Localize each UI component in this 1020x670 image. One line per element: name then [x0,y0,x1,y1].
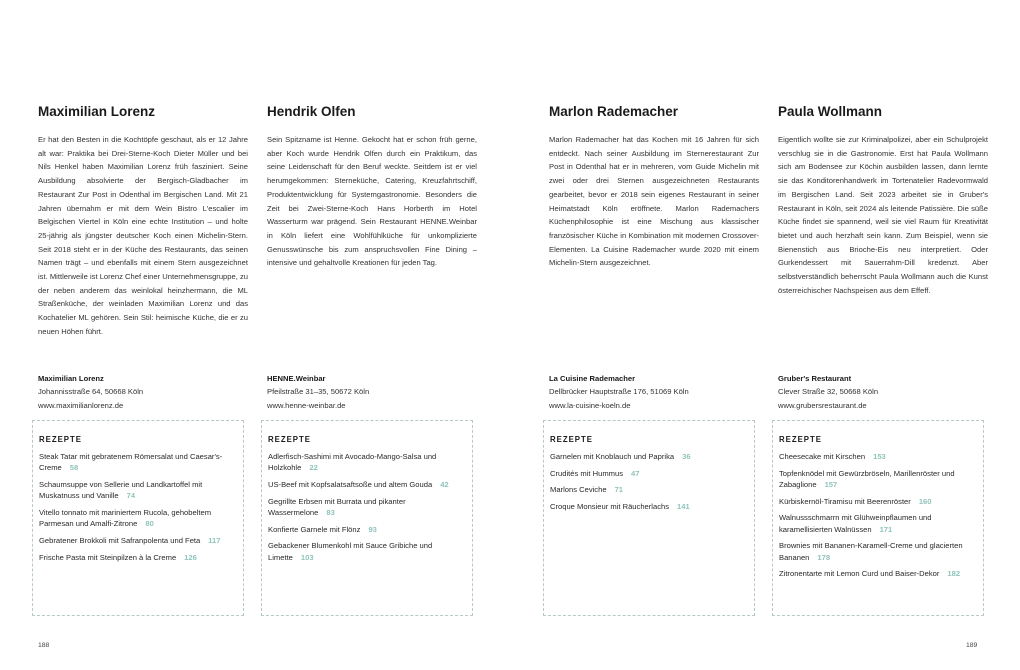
recipe-item[interactable] [779,540,977,563]
restaurant-street: Clever Straße 32, 50668 Köln [778,387,879,397]
restaurant-name: La Cuisine Rademacher [549,374,636,383]
recipe-item[interactable] [550,451,748,462]
recipes-box [32,420,244,616]
recipe-page-number: 171 [879,524,893,534]
recipe-page-number: 71 [614,485,624,495]
restaurant-address [267,372,477,412]
recipe-page-number: 160 [918,496,932,506]
recipe-page-number: 36 [682,452,691,461]
chef-name: Paula Wollmann [778,104,883,119]
recipe-item[interactable] [268,451,466,474]
chef-column [778,104,988,579]
recipe-page-number: 83 [326,508,335,517]
restaurant-website[interactable]: www.la-cuisine-koeln.de [549,400,631,410]
recipe-item[interactable] [779,468,977,491]
recipe-page-number: 93 [368,524,377,534]
restaurant-street: Pfeilstraße 31–35, 50672 Köln [267,387,370,397]
recipe-title: Kürbiskernöl-Tiramisu mit Beerenröster [779,496,911,506]
chef-name: Marlon Rademacher [549,104,679,119]
restaurant-street: Dellbrücker Hauptstraße 176, 51069 Köln [549,387,689,397]
recipe-item[interactable] [39,535,237,546]
recipe-page-number: 80 [145,519,154,529]
recipe-item[interactable] [39,507,237,530]
restaurant-website[interactable]: www.henne-weinbar.de [267,400,346,410]
recipe-title: Croque Monsieur mit Räucherlachs [550,501,670,511]
recipe-page-number: 47 [631,468,640,478]
recipe-item[interactable] [268,540,466,563]
recipe-title: Frische Pasta mit Steinpilzen à la Creme [39,552,177,562]
recipes-heading: REZEPTE [550,435,593,444]
recipe-title: Gebratener Brokkoli mit Safranpolenta und Feta [39,536,201,545]
restaurant-address [38,372,248,412]
restaurant-address [778,372,988,412]
recipe-page-number: 58 [69,463,79,473]
recipes-heading: REZEPTE [268,435,311,444]
recipes-heading: REZEPTE [779,435,822,444]
recipe-title: US-Beef mit Kopfsalatsaftsoße und altem Gouda [268,480,433,489]
page-number-right: 189 [966,642,978,649]
recipe-list [39,451,237,563]
recipe-page-number: 22 [309,463,318,473]
recipes-box [543,420,755,616]
recipe-title: Marlons Ceviche [550,485,607,495]
recipe-page-number: 182 [947,569,961,579]
recipe-title: Gebackener Blumenkohl mit Sauce Gribiche und Limette [268,541,433,562]
recipe-item[interactable] [550,484,748,495]
restaurant-name: Maximilian Lorenz [38,374,104,383]
recipe-list [779,451,977,580]
recipe-title: Schaumsuppe von Sellerie und Landkartoffel mit Muskatnuss und Vanille [39,480,203,501]
recipe-page-number: 126 [184,552,197,562]
recipe-page-number: 42 [440,480,449,489]
recipe-page-number: 74 [126,491,136,501]
chef-name: Maximilian Lorenz [38,104,156,119]
chef-column [267,104,477,562]
recipe-title: Topfenknödel mit Gewürzbröseln, Marillenröster und Zabaglione [779,468,955,489]
chef-name: Hendrik Olfen [267,104,356,119]
recipe-title: Brownies mit Bananen-Karamell-Creme und glacierten Bananen [779,541,963,562]
restaurant-website[interactable]: www.maximilianlorenz.de [38,400,124,410]
recipe-page-number: 117 [208,536,221,545]
recipe-item[interactable] [268,479,466,490]
page-number-left: 188 [38,642,50,649]
chef-bio: Marlon Rademacher hat das Kochen mit 16 Jahren für sich entdeckt. Nach seiner Ausbildung im Sternerestaurant Zur Post in Odenthal hat er in mehreren, vom Guide Michelin mit zwei oder drei Sternen ausgezeichneten Restaurants gearbeitet, bevor er 2018 sein eigenes Restaurant in seiner Heimatstadt Köln eröffnete. Marlon Rademachers Küchenphilosophie ist eine Mischung aus klassischer französischer Küche in Kombination mit modernen Crossover-Elementen. La Cuisine Rademacher wurde 2020 mit einem Michelin-Stern ausgezeichnet. [549,135,759,268]
recipe-item[interactable] [39,479,237,502]
recipe-title: Garnelen mit Knoblauch und Paprika [550,452,675,461]
recipe-page-number: 103 [300,552,314,562]
chef-bio: Sein Spitzname ist Henne. Gekocht hat er schon früh gerne, aber Koch wurde Hendrik Olfen durch ein Praktikum, das seine Leidenschaft für den Beruf weckte. Seitdem ist er viel herumgekommen: Sterneküche, Catering, Kreuzfahrtschiff, Produktentwicklung für Systemgastronomie. Besonders die Zeit bei Zwei-Sterne-Koch Hans Horberth im Hotel Wasserturm war prägend. Sein Restaurant HENNE.Weinbar in Köln liefert eine Wohlfühlküche für unkomplizierte Genusswünsche bis zum anspruchsvollen Fine Dining – intensive und gehaltvolle Kreationen für jeden Tag. [267,135,477,268]
recipe-page-number: 153 [873,452,886,461]
recipe-title: Crudités mit Hummus [550,468,623,478]
recipe-title: Walnussschmarrn mit Glühweinpflaumen und karamellisierten Walnüssen [779,513,932,534]
recipe-title: Vitello tonnato mit mariniertem Rucola, gehobeltem Parmesan und Amalfi-Zitrone [39,508,212,529]
chef-column [38,104,248,562]
recipe-list [550,451,748,512]
restaurant-name: Gruber's Restaurant [778,374,852,383]
recipe-item[interactable] [39,552,237,563]
restaurant-name: HENNE.Weinbar [267,374,326,383]
chef-bio: Er hat den Besten in die Kochtöpfe geschaut, als er 12 Jahre alt war: Praktika bei Drei-Sterne-Koch Dieter Müller und bei Nils Henkel haben Maximilian Lorenz früh fasziniert. Seine Ausbildung absolvierte der Bergisch-Gladbacher im Restaurant Zur Post in Odenthal im Bergischen Land. Mit 21 Jahren übernahm er mit dem Wein Bistro L'escalier im Belgischen Viertel in Köln eine echte Institution – und holte 25-jährig als jüngster deutscher Koch einen Michelin-Stern. Seit 2018 steht er in der Küche des Restaurants, das seinen Namen trägt – und ebenfalls mit einem Stern ausgezeichnet ist. Mittlerweile ist Lorenz Chef einer Unternehmensgruppe, zu der neben anderem das weinlokal heinzhermann, die ML Straßenküche, der weinladen Maximilian Lorenz und das Kochatelier ML gehören. Sein Stil: heimische Küche, die er zu neuen Höhen führt. [38,135,248,336]
recipe-item[interactable] [268,496,466,519]
recipe-item[interactable] [550,501,748,512]
restaurant-street: Johannisstraße 64, 50668 Köln [38,387,144,397]
recipe-item[interactable] [779,512,977,535]
restaurant-website[interactable]: www.grubersrestaurant.de [778,400,867,410]
recipe-title: Steak Tatar mit gebratenem Römersalat und Caesar's-Creme [39,452,223,473]
recipe-item[interactable] [550,468,748,479]
recipe-item[interactable] [268,524,466,535]
recipe-title: Gegrillte Erbsen mit Burrata und pikanter Wassermelone [268,496,406,517]
recipe-page-number: 178 [817,552,831,562]
recipe-item[interactable] [779,451,977,462]
recipe-title: Adlerfisch-Sashimi mit Avocado-Mango-Salsa und Holzkohle [268,452,437,473]
chef-bio: Eigentlich wollte sie zur Kriminalpolizei, aber ein Schulprojekt verschlug sie in die Gastronomie. Erst hat Paula Wollmann sich am Bodensee zur Köchin ausbilden lassen, dann lernte sie das Konditorenhandwerk im Tortenatelier Radevormwald im Bergischen Land. Seit 2023 arbeitet sie in Gruber's Restaurant in Köln, seit 2024 als leitende Patissière. Die süße Küche findet sie spannend, weil sie viel Raum für Kreativität bietet und auch herzhaft sein kann. Zum Beispiel, wenn sie Bienenstich aus Brioche-Eis neu interpretiert. Oder Gurkendessert mit Sauerrahm-Dill kredenzt. Aber selbstverständlich beherrscht Paula Wollmann auch die Kunst österreichischer Nachspeisen aus dem Effeff. [778,135,988,295]
recipes-box [772,420,984,616]
recipe-title: Konfierte Garnele mit Flönz [268,524,361,534]
recipe-item[interactable] [779,496,977,507]
recipes-heading: REZEPTE [39,435,82,444]
recipes-box [261,420,473,616]
recipe-title: Cheesecake mit Kirschen [779,452,866,461]
recipe-item[interactable] [39,451,237,474]
chef-column [549,104,759,511]
recipe-item[interactable] [779,568,977,579]
recipe-list [268,451,466,563]
recipe-page-number: 157 [824,480,838,489]
recipe-title: Zitronentarte mit Lemon Curd und Baiser-Dekor [779,569,940,579]
recipe-page-number: 141 [677,501,690,511]
restaurant-address [549,372,759,412]
